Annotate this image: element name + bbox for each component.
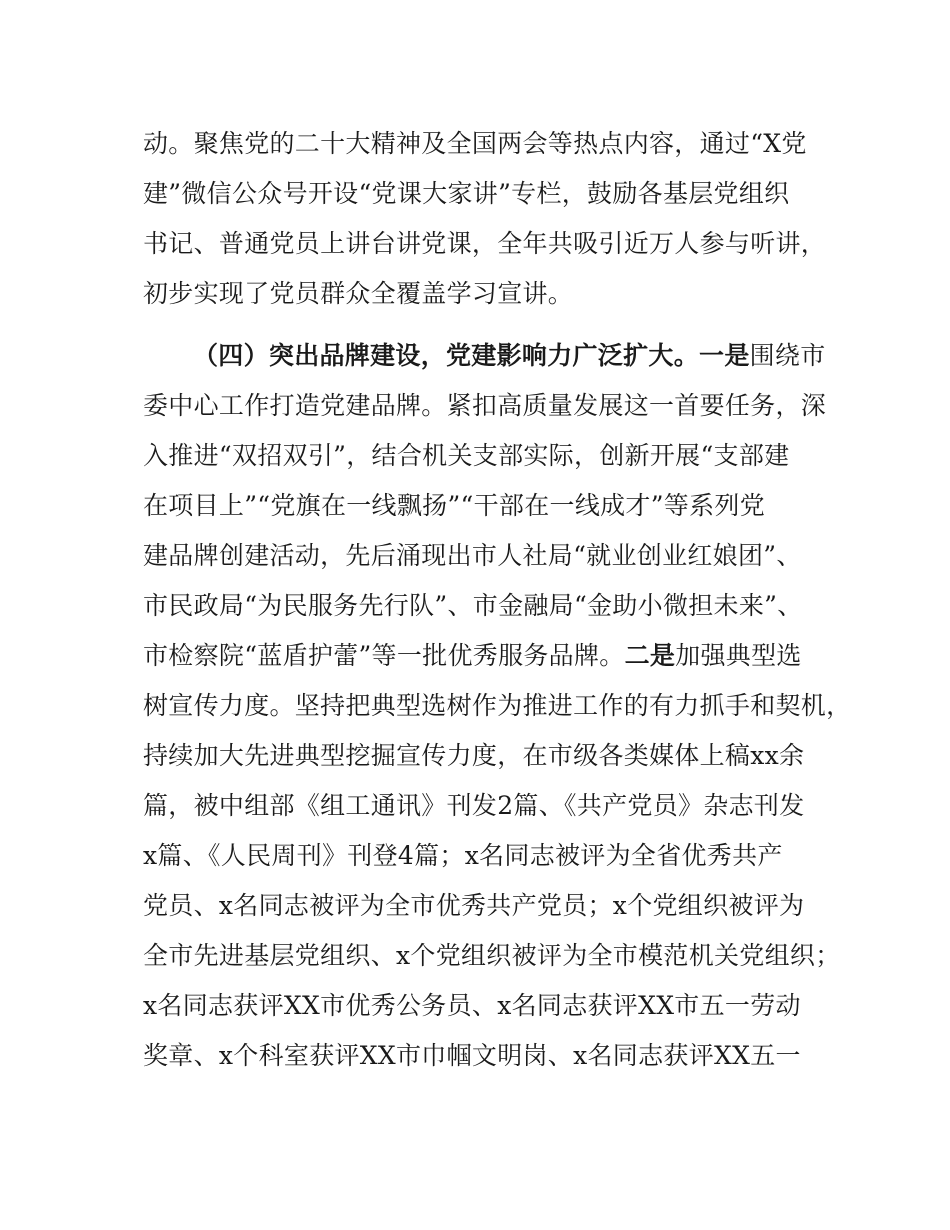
label-line-after: 加强典型选 [675, 641, 802, 670]
paragraph2-line: 市民政局“为民服务先行队”、市金融局“金助小微担未来”、 [143, 591, 803, 620]
paragraph2-line: 党员、x名同志被评为全市优秀共产党员；x个党组织被评为 [143, 891, 805, 920]
first-line-rest: 围绕市 [749, 341, 826, 370]
paragraph2-line: 委中心工作打造党建品牌。紧扣高质量发展这一首要任务，深 [143, 391, 827, 420]
paragraph1-line-3: 书记、普通党员上讲台讲党课，全年共吸引近万人参与听讲， [143, 229, 827, 258]
paragraph2-line: 奖章、x个科室获评XX市巾帼文明岗、x名同志获评XX五一 [143, 1041, 801, 1070]
paragraph1-line-1: 动。聚焦党的二十大精神及全国两会等热点内容，通过“X党 [143, 129, 807, 158]
label-second: 二是 [624, 641, 676, 670]
label-first: 一是 [699, 341, 750, 370]
paragraph1-line-4: 初步实现了党员群众全覆盖学习宣讲。 [143, 279, 574, 308]
paragraph2-line: 建品牌创建活动，先后涌现出市人社局“就业创业红娘团”、 [143, 541, 802, 570]
section-heading: （四）突出品牌建设，党建影响力广泛扩大。 [193, 341, 700, 370]
paragraph2-line: 持续加大先进典型挖掘宣传力度，在市级各类媒体上稿xx余 [143, 741, 805, 770]
paragraph2-line: 入推进“双招双引”，结合机关支部实际，创新开展“支部建 [143, 441, 790, 470]
paragraph2-line: 树宣传力度。坚持把典型选树作为推进工作的有力抓手和契机， [143, 691, 852, 720]
paragraph2-line: 在项目上”“党旗在一线飘扬”“干部在一线成才”等系列党 [143, 491, 766, 520]
paragraph2-line: 全市先进基层党组织、x个党组织被评为全市模范机关党组织； [143, 941, 841, 970]
paragraph2-line: 篇，被中组部《组工通讯》刊发2篇、《共产党员》杂志刊发 [143, 791, 805, 820]
paragraph2-first-line [193, 338, 873, 374]
paragraph1-line-2: 建”微信公众号开设“党课大家讲”专栏，鼓励各基层党组织 [143, 179, 790, 208]
label-line-before: 市检察院“蓝盾护蕾”等一批优秀服务品牌。 [143, 641, 625, 670]
paragraph2-line: x名同志获评XX市优秀公务员、x名同志获评XX市五一劳动 [143, 991, 801, 1020]
paragraph2-line: x篇、《人民周刊》刊登4篇；x名同志被评为全省优秀共产 [143, 841, 783, 870]
paragraph2-label-line [143, 638, 823, 674]
